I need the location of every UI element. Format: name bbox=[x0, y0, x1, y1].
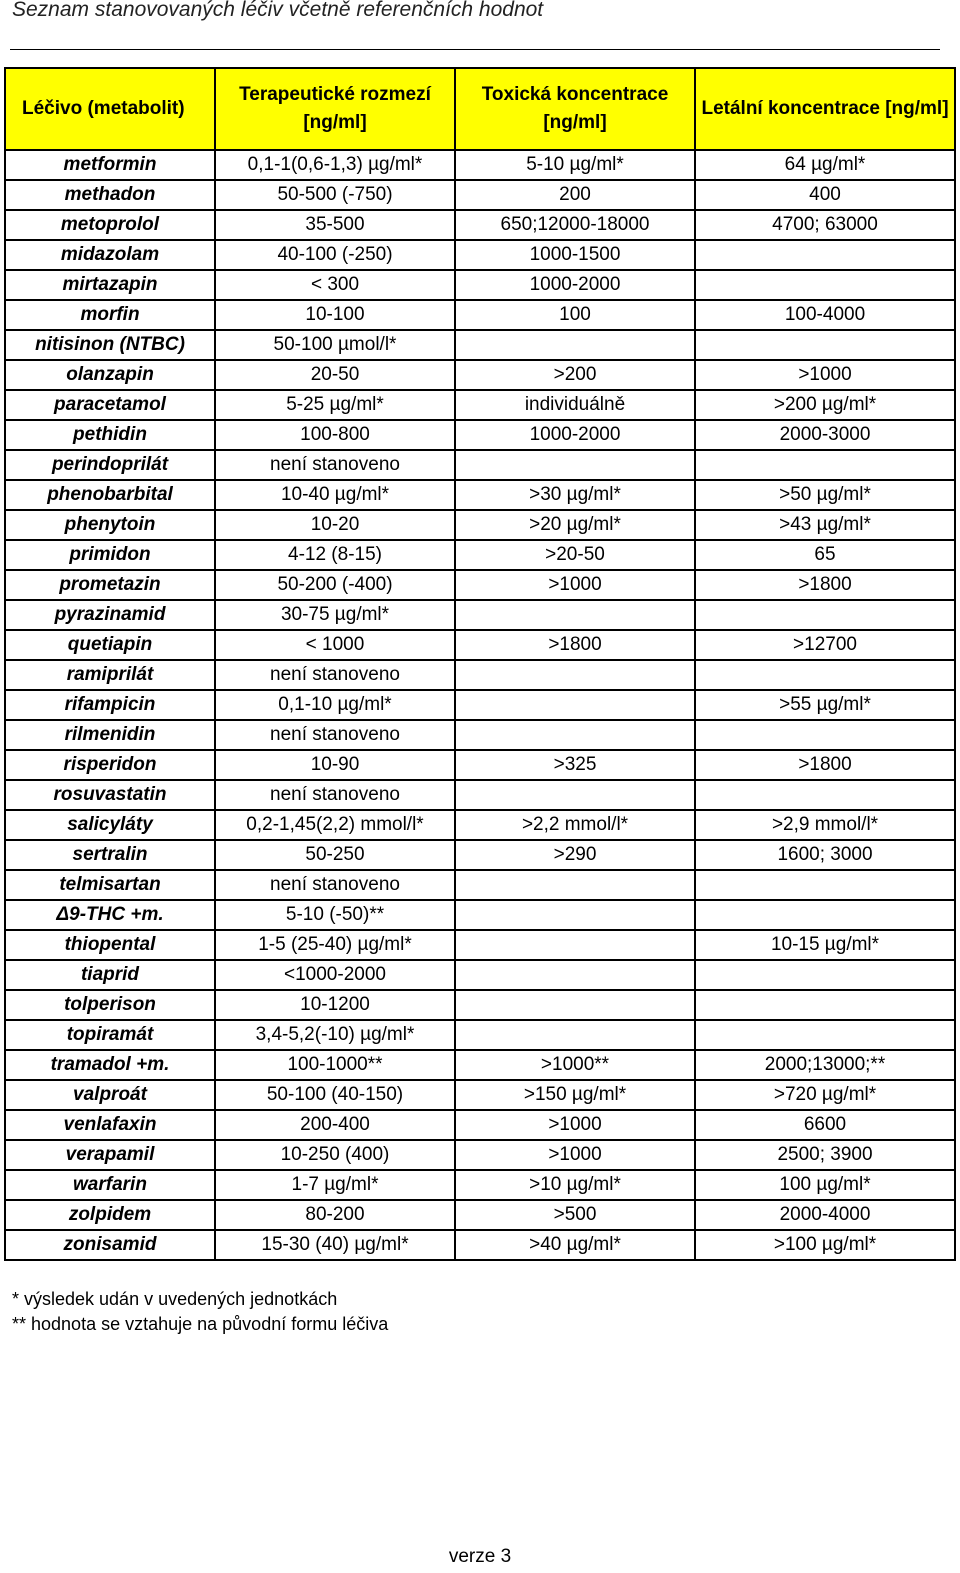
table-row bbox=[5, 1200, 955, 1230]
therapeutic-range-cell: < 1000 bbox=[215, 630, 455, 660]
therapeutic-range-cell: není stanoveno bbox=[215, 870, 455, 900]
toxic-concentration-cell bbox=[455, 990, 695, 1020]
header-drug: Léčivo (metabolit) bbox=[5, 68, 215, 150]
toxic-concentration-cell: 1000-2000 bbox=[455, 270, 695, 300]
therapeutic-range-cell: 200-400 bbox=[215, 1110, 455, 1140]
lethal-concentration-cell: 2000-3000 bbox=[695, 420, 955, 450]
table-row bbox=[5, 780, 955, 810]
therapeutic-range-cell: není stanoveno bbox=[215, 450, 455, 480]
toxic-concentration-cell: individuálně bbox=[455, 390, 695, 420]
lethal-concentration-cell bbox=[695, 600, 955, 630]
table-row bbox=[5, 1080, 955, 1110]
lethal-concentration-cell: >1800 bbox=[695, 570, 955, 600]
table-row bbox=[5, 480, 955, 510]
drug-name-cell: topiramát bbox=[5, 1020, 215, 1050]
table-row bbox=[5, 960, 955, 990]
drug-name-cell: metformin bbox=[5, 150, 215, 180]
table-row bbox=[5, 150, 955, 180]
table-row bbox=[5, 510, 955, 540]
therapeutic-range-cell: 5-25 µg/ml* bbox=[215, 390, 455, 420]
toxic-concentration-cell: 5-10 µg/ml* bbox=[455, 150, 695, 180]
table-row bbox=[5, 540, 955, 570]
toxic-concentration-cell bbox=[455, 870, 695, 900]
table-body bbox=[5, 150, 955, 1260]
therapeutic-range-cell: není stanoveno bbox=[215, 780, 455, 810]
drug-name-cell: telmisartan bbox=[5, 870, 215, 900]
therapeutic-range-cell: 10-20 bbox=[215, 510, 455, 540]
table-row bbox=[5, 210, 955, 240]
lethal-concentration-cell bbox=[695, 780, 955, 810]
table-row bbox=[5, 180, 955, 210]
toxic-concentration-cell: >500 bbox=[455, 1200, 695, 1230]
lethal-concentration-cell bbox=[695, 990, 955, 1020]
lethal-concentration-cell bbox=[695, 900, 955, 930]
toxic-concentration-cell: 1000-2000 bbox=[455, 420, 695, 450]
therapeutic-range-cell: 10-40 µg/ml* bbox=[215, 480, 455, 510]
lethal-concentration-cell: >1000 bbox=[695, 360, 955, 390]
drug-name-cell: pyrazinamid bbox=[5, 600, 215, 630]
header-toxic-concentration: Toxická koncentrace [ng/ml] bbox=[455, 68, 695, 150]
title-underline bbox=[10, 49, 940, 50]
lethal-concentration-cell: 64 µg/ml* bbox=[695, 150, 955, 180]
drug-name-cell: morfin bbox=[5, 300, 215, 330]
drug-name-cell: warfarin bbox=[5, 1170, 215, 1200]
drug-name-cell: pethidin bbox=[5, 420, 215, 450]
lethal-concentration-cell: 10-15 µg/ml* bbox=[695, 930, 955, 960]
drug-name-cell: salicyláty bbox=[5, 810, 215, 840]
table-row bbox=[5, 600, 955, 630]
toxic-concentration-cell bbox=[455, 660, 695, 690]
table-row bbox=[5, 570, 955, 600]
drug-name-cell: methadon bbox=[5, 180, 215, 210]
toxic-concentration-cell: >20 µg/ml* bbox=[455, 510, 695, 540]
therapeutic-range-cell: 50-250 bbox=[215, 840, 455, 870]
table-row bbox=[5, 240, 955, 270]
toxic-concentration-cell bbox=[455, 690, 695, 720]
therapeutic-range-cell: 4-12 (8-15) bbox=[215, 540, 455, 570]
therapeutic-range-cell: 40-100 (-250) bbox=[215, 240, 455, 270]
drug-name-cell: midazolam bbox=[5, 240, 215, 270]
table-row bbox=[5, 840, 955, 870]
footnote-single-asterisk: * výsledek udán v uvedených jednotkách bbox=[12, 1289, 338, 1309]
toxic-concentration-cell bbox=[455, 1020, 695, 1050]
therapeutic-range-cell: 1-7 µg/ml* bbox=[215, 1170, 455, 1200]
lethal-concentration-cell: 2500; 3900 bbox=[695, 1140, 955, 1170]
toxic-concentration-cell: >40 µg/ml* bbox=[455, 1230, 695, 1260]
toxic-concentration-cell: >325 bbox=[455, 750, 695, 780]
drug-name-cell: prometazin bbox=[5, 570, 215, 600]
toxic-concentration-cell bbox=[455, 780, 695, 810]
lethal-concentration-cell: 400 bbox=[695, 180, 955, 210]
table-row bbox=[5, 630, 955, 660]
table-row bbox=[5, 300, 955, 330]
therapeutic-range-cell: 80-200 bbox=[215, 1200, 455, 1230]
therapeutic-range-cell: 50-500 (-750) bbox=[215, 180, 455, 210]
therapeutic-range-cell: < 300 bbox=[215, 270, 455, 300]
lethal-concentration-cell: 4700; 63000 bbox=[695, 210, 955, 240]
therapeutic-range-cell: 100-1000** bbox=[215, 1050, 455, 1080]
toxic-concentration-cell: >1000** bbox=[455, 1050, 695, 1080]
toxic-concentration-cell bbox=[455, 450, 695, 480]
lethal-concentration-cell bbox=[695, 270, 955, 300]
toxic-concentration-cell: >1000 bbox=[455, 570, 695, 600]
table-row bbox=[5, 930, 955, 960]
drug-name-cell: tolperison bbox=[5, 990, 215, 1020]
lethal-concentration-cell: 2000-4000 bbox=[695, 1200, 955, 1230]
drug-name-cell: perindoprilát bbox=[5, 450, 215, 480]
drug-name-cell: zolpidem bbox=[5, 1200, 215, 1230]
lethal-concentration-cell: >12700 bbox=[695, 630, 955, 660]
toxic-concentration-cell bbox=[455, 900, 695, 930]
lethal-concentration-cell: >200 µg/ml* bbox=[695, 390, 955, 420]
drug-name-cell: tiaprid bbox=[5, 960, 215, 990]
table-row bbox=[5, 330, 955, 360]
table-row bbox=[5, 1230, 955, 1260]
table-row bbox=[5, 390, 955, 420]
footnotes bbox=[12, 1287, 388, 1337]
therapeutic-range-cell: 1-5 (25-40) µg/ml* bbox=[215, 930, 455, 960]
footnote-double-asterisk: ** hodnota se vztahuje na původní formu léčiva bbox=[12, 1314, 389, 1334]
therapeutic-range-cell: 5-10 (-50)** bbox=[215, 900, 455, 930]
therapeutic-range-cell: 10-90 bbox=[215, 750, 455, 780]
toxic-concentration-cell: 200 bbox=[455, 180, 695, 210]
table-row bbox=[5, 450, 955, 480]
table-row bbox=[5, 360, 955, 390]
table-row bbox=[5, 270, 955, 300]
lethal-concentration-cell bbox=[695, 450, 955, 480]
header-therapeutic-range: Terapeutické rozmezí [ng/ml] bbox=[215, 68, 455, 150]
table-row bbox=[5, 870, 955, 900]
lethal-concentration-cell: 65 bbox=[695, 540, 955, 570]
drug-name-cell: valproát bbox=[5, 1080, 215, 1110]
drug-name-cell: quetiapin bbox=[5, 630, 215, 660]
table-row bbox=[5, 420, 955, 450]
toxic-concentration-cell bbox=[455, 600, 695, 630]
toxic-concentration-cell: 1000-1500 bbox=[455, 240, 695, 270]
lethal-concentration-cell bbox=[695, 660, 955, 690]
lethal-concentration-cell bbox=[695, 870, 955, 900]
toxic-concentration-cell: >1800 bbox=[455, 630, 695, 660]
drug-name-cell: paracetamol bbox=[5, 390, 215, 420]
drug-name-cell: risperidon bbox=[5, 750, 215, 780]
lethal-concentration-cell: 1600; 3000 bbox=[695, 840, 955, 870]
header-lethal-concentration: Letální koncentrace [ng/ml] bbox=[695, 68, 955, 150]
toxic-concentration-cell: >200 bbox=[455, 360, 695, 390]
toxic-concentration-cell bbox=[455, 720, 695, 750]
toxic-concentration-cell bbox=[455, 330, 695, 360]
table-row bbox=[5, 1020, 955, 1050]
lethal-concentration-cell bbox=[695, 960, 955, 990]
drug-name-cell: primidon bbox=[5, 540, 215, 570]
drug-name-cell: phenobarbital bbox=[5, 480, 215, 510]
table-row bbox=[5, 990, 955, 1020]
drug-name-cell: Δ9-THC +m. bbox=[5, 900, 215, 930]
table-row bbox=[5, 810, 955, 840]
toxic-concentration-cell: >30 µg/ml* bbox=[455, 480, 695, 510]
therapeutic-range-cell: 10-1200 bbox=[215, 990, 455, 1020]
lethal-concentration-cell: >100 µg/ml* bbox=[695, 1230, 955, 1260]
therapeutic-range-cell: 10-100 bbox=[215, 300, 455, 330]
lethal-concentration-cell bbox=[695, 240, 955, 270]
drug-name-cell: venlafaxin bbox=[5, 1110, 215, 1140]
therapeutic-range-cell: 35-500 bbox=[215, 210, 455, 240]
lethal-concentration-cell: >43 µg/ml* bbox=[695, 510, 955, 540]
therapeutic-range-cell: 0,1-10 µg/ml* bbox=[215, 690, 455, 720]
drug-name-cell: sertralin bbox=[5, 840, 215, 870]
therapeutic-range-cell: 3,4-5,2(-10) µg/ml* bbox=[215, 1020, 455, 1050]
drug-name-cell: rosuvastatin bbox=[5, 780, 215, 810]
lethal-concentration-cell: >2,9 mmol/l* bbox=[695, 810, 955, 840]
toxic-concentration-cell: >1000 bbox=[455, 1140, 695, 1170]
toxic-concentration-cell: >10 µg/ml* bbox=[455, 1170, 695, 1200]
drug-name-cell: nitisinon (NTBC) bbox=[5, 330, 215, 360]
drug-name-cell: metoprolol bbox=[5, 210, 215, 240]
toxic-concentration-cell: >1000 bbox=[455, 1110, 695, 1140]
table-row bbox=[5, 900, 955, 930]
page-title: Seznam stanovovaných léčiv včetně referenčních hodnot bbox=[12, 0, 544, 21]
drug-name-cell: mirtazapin bbox=[5, 270, 215, 300]
therapeutic-range-cell: 50-200 (-400) bbox=[215, 570, 455, 600]
table-row bbox=[5, 1110, 955, 1140]
lethal-concentration-cell: >50 µg/ml* bbox=[695, 480, 955, 510]
drug-name-cell: ramiprilát bbox=[5, 660, 215, 690]
toxic-concentration-cell: 650;12000-18000 bbox=[455, 210, 695, 240]
table-row bbox=[5, 1050, 955, 1080]
toxic-concentration-cell bbox=[455, 960, 695, 990]
therapeutic-range-cell: 100-800 bbox=[215, 420, 455, 450]
therapeutic-range-cell: není stanoveno bbox=[215, 660, 455, 690]
therapeutic-range-cell: 15-30 (40) µg/ml* bbox=[215, 1230, 455, 1260]
lethal-concentration-cell: >720 µg/ml* bbox=[695, 1080, 955, 1110]
table-header-row bbox=[5, 68, 955, 150]
lethal-concentration-cell bbox=[695, 720, 955, 750]
table-row bbox=[5, 1140, 955, 1170]
therapeutic-range-cell: 20-50 bbox=[215, 360, 455, 390]
table-row bbox=[5, 690, 955, 720]
lethal-concentration-cell: 6600 bbox=[695, 1110, 955, 1140]
therapeutic-range-cell: <1000-2000 bbox=[215, 960, 455, 990]
toxic-concentration-cell: >2,2 mmol/l* bbox=[455, 810, 695, 840]
drug-name-cell: phenytoin bbox=[5, 510, 215, 540]
toxic-concentration-cell: >150 µg/ml* bbox=[455, 1080, 695, 1110]
therapeutic-range-cell: 50-100 (40-150) bbox=[215, 1080, 455, 1110]
therapeutic-range-cell: 30-75 µg/ml* bbox=[215, 600, 455, 630]
therapeutic-range-cell: 0,2-1,45(2,2) mmol/l* bbox=[215, 810, 455, 840]
table-row bbox=[5, 750, 955, 780]
table-row bbox=[5, 720, 955, 750]
lethal-concentration-cell: 100-4000 bbox=[695, 300, 955, 330]
drug-name-cell: rilmenidin bbox=[5, 720, 215, 750]
table-row bbox=[5, 660, 955, 690]
therapeutic-range-cell: 50-100 µmol/l* bbox=[215, 330, 455, 360]
toxic-concentration-cell: 100 bbox=[455, 300, 695, 330]
therapeutic-range-cell: 0,1-1(0,6-1,3) µg/ml* bbox=[215, 150, 455, 180]
table-row bbox=[5, 1170, 955, 1200]
lethal-concentration-cell: 2000;13000;** bbox=[695, 1050, 955, 1080]
lethal-concentration-cell bbox=[695, 1020, 955, 1050]
lethal-concentration-cell bbox=[695, 330, 955, 360]
drug-name-cell: rifampicin bbox=[5, 690, 215, 720]
lethal-concentration-cell: >55 µg/ml* bbox=[695, 690, 955, 720]
drug-name-cell: tramadol +m. bbox=[5, 1050, 215, 1080]
drug-name-cell: thiopental bbox=[5, 930, 215, 960]
lethal-concentration-cell: 100 µg/ml* bbox=[695, 1170, 955, 1200]
version-label: verze 3 bbox=[448, 1546, 512, 1567]
therapeutic-range-cell: není stanoveno bbox=[215, 720, 455, 750]
lethal-concentration-cell: >1800 bbox=[695, 750, 955, 780]
drug-reference-table bbox=[4, 67, 956, 1261]
toxic-concentration-cell: >20-50 bbox=[455, 540, 695, 570]
toxic-concentration-cell bbox=[455, 930, 695, 960]
drug-name-cell: zonisamid bbox=[5, 1230, 215, 1260]
therapeutic-range-cell: 10-250 (400) bbox=[215, 1140, 455, 1170]
toxic-concentration-cell: >290 bbox=[455, 840, 695, 870]
drug-name-cell: verapamil bbox=[5, 1140, 215, 1170]
drug-name-cell: olanzapin bbox=[5, 360, 215, 390]
